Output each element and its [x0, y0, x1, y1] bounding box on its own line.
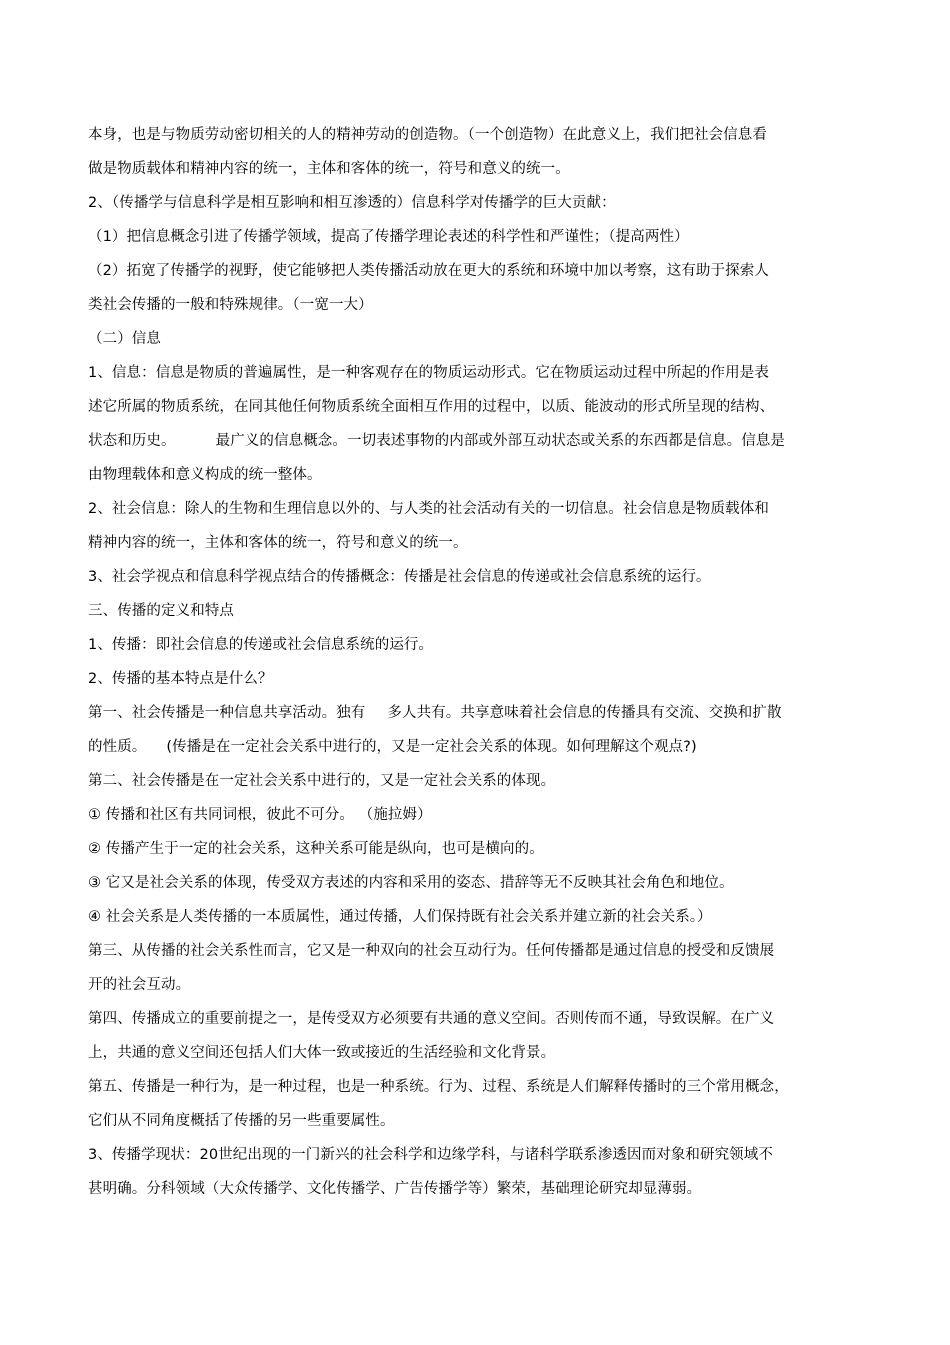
paragraph-line: 第四、传播成立的重要前提之一，是传受双方必须要有共通的意义空间。否则传而不通，导致误解。在广义: [88, 1011, 775, 1027]
list-item: ③ 它又是社会关系的体现，传受双方表述的内容和采用的姿态、措辞等无不反映其社会角色和地位。: [88, 875, 734, 891]
paragraph-line: 甚明确。分科领域（大众传播学、文化传播学、广告传播学等）繁荣，基础理论研究却显薄弱。: [88, 1181, 702, 1197]
document-body: [88, 118, 878, 1206]
paragraph-line: 由物理载体和意义构成的统一整体。: [88, 467, 322, 483]
text-segment: 多人共有。共享意味着社会信息的传播具有交流、交换和扩散: [387, 705, 782, 721]
paragraph-line: 本身，也是与物质劳动密切相关的人的精神劳动的创造物。（一个创造物）在此意义上，我们把社会信息看: [88, 127, 767, 143]
paragraph-line: 开的社会互动。: [88, 977, 191, 993]
paragraph-line: 上，共通的意义空间还包括人们大体一致或接近的生活经验和文化背景。: [88, 1045, 556, 1061]
text-segment: (传播是在一定社会关系中进行的，又是一定社会关系的体现。如何理解这个观点?): [166, 739, 697, 755]
list-item: ② 传播产生于一定的社会关系，这种关系可能是纵向，也可是横向的。: [88, 841, 544, 857]
paragraph-line: （1）把信息概念引进了传播学领域，提高了传播学理论表述的科学性和严谨性；（提高两性）: [88, 229, 689, 245]
paragraph-line: 类社会传播的一般和特殊规律。（一宽一大）: [88, 297, 373, 313]
paragraph-line: 1、传播：即社会信息的传递或社会信息系统的运行。: [88, 637, 434, 653]
paragraph-line: [88, 424, 878, 458]
section-heading: （二）信息: [88, 331, 161, 347]
text-segment: 第一、社会传播是一种信息共享活动。独有: [88, 705, 366, 721]
text-segment: 状态和历史。: [88, 433, 176, 449]
paragraph-line: 3、传播学现状：20世纪出现的一门新兴的社会科学和边缘学科，与诸科学联系渗透因而对象和研究领域不: [88, 1147, 773, 1163]
paragraph-line: 2、（传播学与信息科学是相互影响和相互渗透的）信息科学对传播学的巨大贡献：: [88, 195, 616, 211]
paragraph-line: 它们从不同角度概括了传播的另一些重要属性。: [88, 1113, 395, 1129]
paragraph-line: 精神内容的统一，主体和客体的统一，符号和意义的统一。: [88, 535, 468, 551]
paragraph-line: 3、社会学视点和信息科学视点结合的传播概念：传播是社会信息的传递或社会信息系统的运行。: [88, 569, 711, 585]
paragraph-line: 2、传播的基本特点是什么？: [88, 671, 273, 687]
text-segment: 的性质。: [88, 739, 147, 755]
paragraph-line: 2、社会信息：除人的生物和生理信息以外的、与人类的社会活动有关的一切信息。社会信息是物质载体和: [88, 501, 769, 517]
paragraph-line: （2）拓宽了传播学的视野，使它能够把人类传播活动放在更大的系统和环境中加以考察，这有助于探索人: [88, 263, 769, 279]
paragraph-line: 第三、从传播的社会关系性而言，它又是一种双向的社会互动行为。任何传播都是通过信息的授受和反馈展: [88, 943, 775, 959]
list-item: ④ 社会关系是人类传播的一本质属性，通过传播，人们保持既有社会关系并建立新的社会关系。）: [88, 909, 712, 925]
list-item: ① 传播和社区有共同词根，彼此不可分。 （施拉姆）: [88, 807, 432, 823]
text-segment: 最广义的信息概念。一切表述事物的内部或外部互动状态或关系的东西都是信息。信息是: [215, 433, 786, 449]
paragraph-line: 做是物质载体和精神内容的统一，主体和客体的统一，符号和意义的统一。: [88, 161, 570, 177]
paragraph-line: 第二、社会传播是在一定社会关系中进行的，又是一定社会关系的体现。: [88, 773, 556, 789]
paragraph-line: 述它所属的物质系统，在同其他任何物质系统全面相互作用的过程中，以质、能波动的形式所呈现的结构、: [88, 399, 775, 415]
section-heading: 三、传播的定义和特点: [88, 603, 234, 619]
paragraph-line: [88, 696, 878, 730]
paragraph-line: [88, 730, 878, 764]
paragraph-line: 第五、传播是一种行为，是一种过程，也是一种系统。行为、过程、系统是人们解释传播时的三个常用概念，: [88, 1079, 789, 1095]
paragraph-line: 1、信息：信息是物质的普遍属性，是一种客观存在的物质运动形式。它在物质运动过程中所起的作用是表: [88, 365, 769, 381]
